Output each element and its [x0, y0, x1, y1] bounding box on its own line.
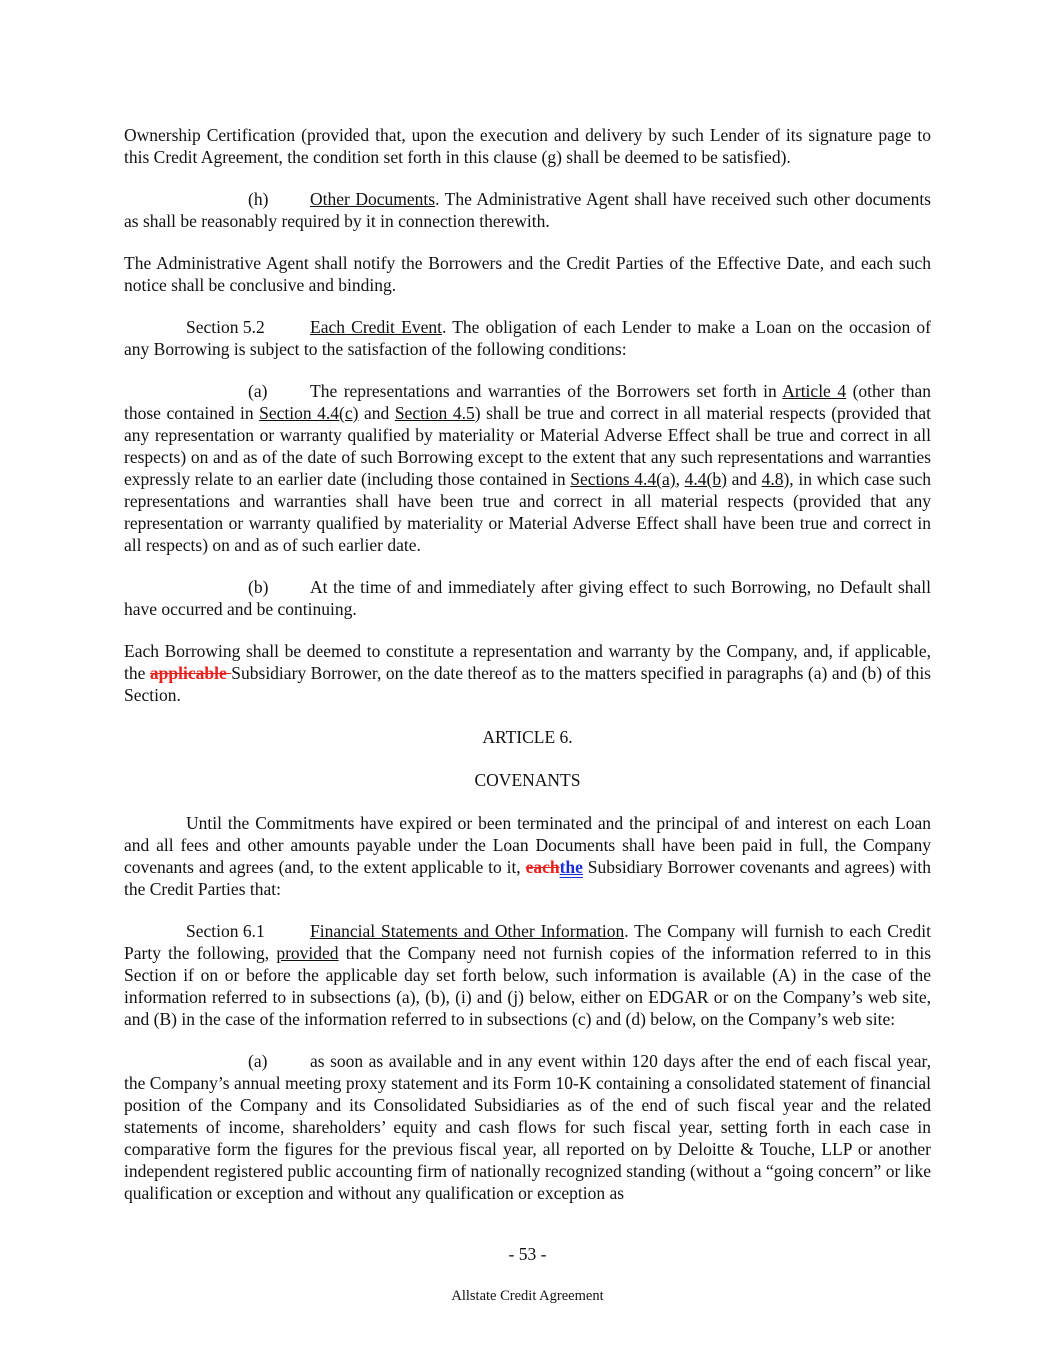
clause-label: (a): [248, 1051, 268, 1071]
paragraph-notify: The Administrative Agent shall notify the Borrowers and the Credit Parties of the Effective Date, and each such notice shall be conclusive and binding.: [124, 253, 931, 295]
paragraph-text: Until the Commitments have expired or been terminated and the principal of and interest on each Loan and all fees and other amounts payable under the Loan Documents shall have been paid in full, the Company covenants and agrees (and, to the extent applicable to it,: [124, 813, 931, 877]
inserted-text: the: [559, 857, 583, 877]
cross-reference: 4.8: [761, 469, 784, 489]
deleted-text: applicable: [149, 663, 232, 683]
section-label: Section 5.2: [186, 317, 265, 337]
section-5-2: [124, 316, 931, 360]
clause-5-2-b: [124, 576, 931, 620]
section-text: . The Company will furnish to each Credit Party the following,: [124, 921, 931, 963]
clause-label: (a): [248, 381, 268, 401]
cross-reference: Section 4.5: [394, 403, 475, 423]
clause-label: (b): [248, 577, 269, 597]
cross-reference: 4.4(b): [684, 469, 727, 489]
paragraph-each-borrowing: [124, 640, 931, 706]
section-label: Section 6.1: [186, 921, 265, 941]
article-title: COVENANTS: [474, 770, 581, 790]
cross-reference: Article 4: [782, 381, 847, 401]
footer-title: Allstate Credit Agreement: [451, 1288, 604, 1304]
clause-label: (h): [248, 189, 269, 209]
page-number: - 53 -: [508, 1244, 547, 1264]
clause-text: At the time of and immediately after giving effect to such Borrowing, no Default shall have occurred and be continuing.: [124, 577, 931, 619]
clause-h: [124, 188, 931, 232]
deleted-text: each: [525, 857, 560, 877]
section-title: Each Credit Event: [310, 317, 442, 337]
clause-5-2-a: [124, 380, 931, 556]
cross-reference: Sections 4.4(a): [570, 469, 676, 489]
section-text: . The obligation of each Lender to make a Loan on the occasion of any Borrowing is subject to the satisfaction of the following conditions:: [124, 317, 931, 359]
provided-term: provided: [276, 943, 339, 963]
clause-text: ), in which case such representations and warranties shall have been true and correct in all material respects (provided that any representation or warranty qualified by materiality or Material Adverse Effect shall have been true and correct in all respects) on and as of such earlier date.: [124, 469, 931, 555]
paragraph-until: [124, 812, 931, 900]
clause-text: and: [358, 403, 395, 423]
clause-title: Other Documents: [310, 189, 436, 209]
clause-text: ) shall be true and correct in all material respects (provided that any representation or warranty qualified by materiality or Material Adverse Effect shall be true and correct in all respects) on and as of the date of such Borrowing except to the extent that any such representations and warranties expressly relate to an earlier date (including those contained in: [124, 403, 932, 489]
clause-text: . The Administrative Agent shall have received such other documents as shall be reasonably required by it in connection therewith.: [124, 189, 931, 231]
section-text: that the Company need not furnish copies of the information referred to in this Section if on or before the applicable day set forth below, such information is available (A) in the case of the information referred to in subsections (a), (b), (i) and (j) below, either on EDGAR or on the Company’s web site, and (B) in the case of the information referred to in subsections (c) and (d) below, on the Company’s web site:: [124, 943, 932, 1029]
clause-text: as soon as available and in any event within 120 days after the end of each fiscal year, the Company’s annual meeting proxy statement and its Form 10-K containing a consolidated statement of financial position of the Company and its Consolidated Subsidiaries as of the end of such fiscal year and the related statements of income, shareholders’ equity and cash flows for such fiscal year, setting forth in each case in comparative form the figures for the previous fiscal year, all reported on by Deloitte & Touche, LLP or another independent registered public accounting firm of nationally recognized standing (without a “going concern” or like qualification or exception and without any qualification or exception as: [124, 1051, 931, 1203]
article-heading: ARTICLE 6.: [482, 727, 573, 747]
clause-6-1-a: [124, 1050, 931, 1204]
paragraph-text: Subsidiary Borrower covenants and agrees) with the Credit Parties that:: [124, 857, 931, 899]
section-title: Financial Statements and Other Information: [310, 921, 625, 941]
paragraph-text: Each Borrowing shall be deemed to constitute a representation and warranty by the Company, and, if applicable, the: [124, 641, 931, 683]
paragraph-ownership-certification: Ownership Certification (provided that, upon the execution and delivery by such Lender of its signature page to this Credit Agreement, the condition set forth in this clause (g) shall be deemed to be satisfied).: [124, 125, 931, 167]
clause-text: ,: [675, 469, 685, 489]
clause-text: and: [726, 469, 762, 489]
clause-text: (other than those contained in: [124, 381, 931, 423]
clause-text: The representations and warranties of the Borrowers set forth in: [310, 381, 783, 401]
cross-reference: Section 4.4(c): [259, 403, 359, 423]
paragraph-text: Subsidiary Borrower, on the date thereof as to the matters specified in paragraphs (a) and (b) of this Section.: [124, 663, 931, 705]
section-6-1: [124, 920, 931, 1030]
page-body: [124, 124, 931, 1224]
